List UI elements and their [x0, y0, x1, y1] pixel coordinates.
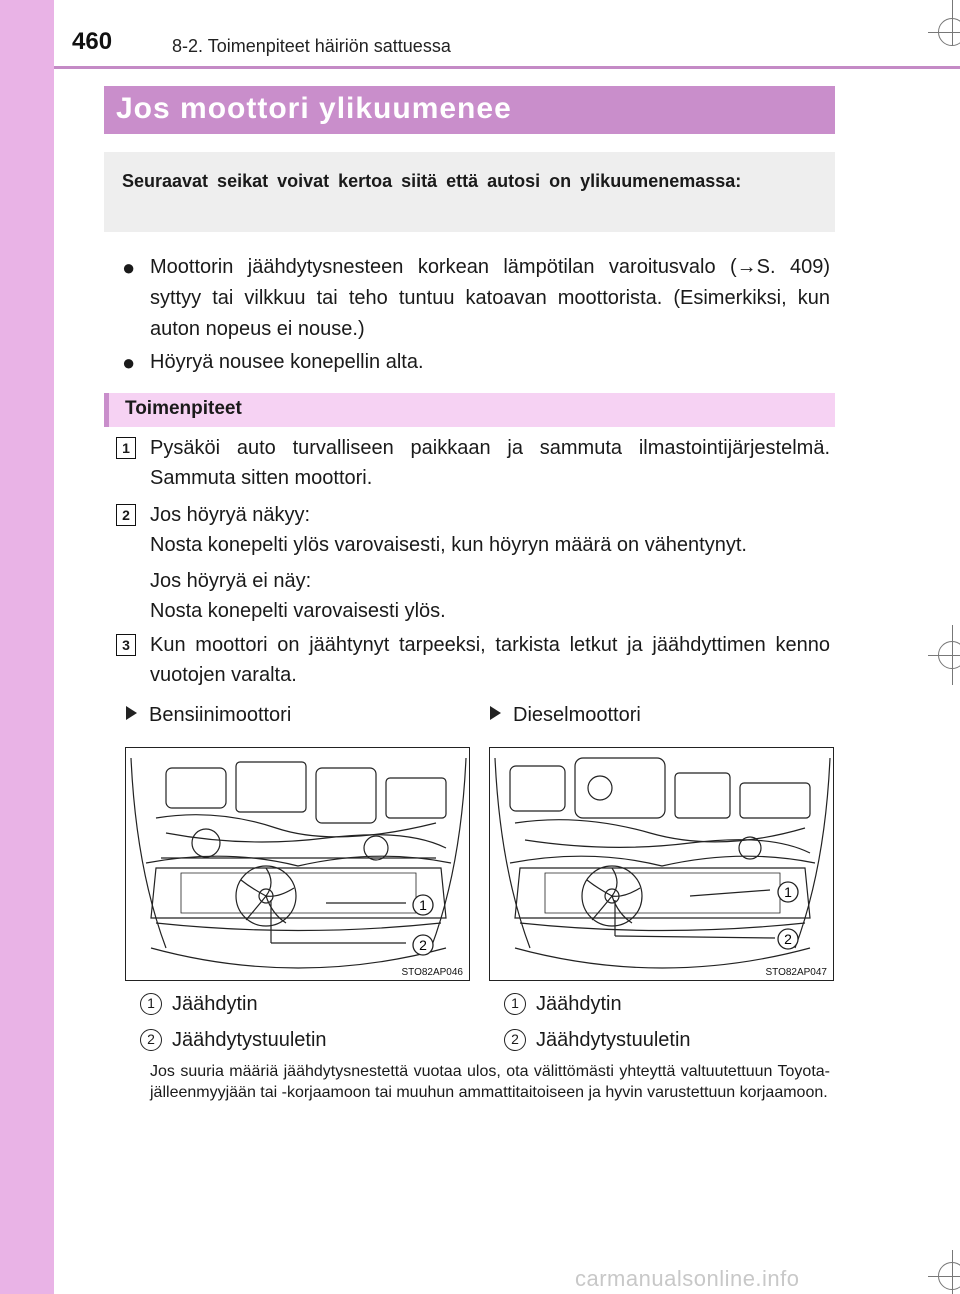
legend-text: Jäähdytin: [536, 993, 622, 1015]
step-number-badge: 2: [116, 504, 136, 526]
step-3: [116, 630, 830, 690]
legend-text: Jäähdytin: [172, 993, 258, 1015]
svg-text:2: 2: [784, 931, 792, 947]
legend-number: 2: [504, 1029, 526, 1051]
engine-bay-illustration: [490, 748, 834, 981]
legend-number: 1: [504, 993, 526, 1015]
legend-item: [504, 1029, 691, 1052]
step-text: Nosta konepelti varovaisesti ylös.: [150, 600, 446, 622]
step-text: Pysäköi auto turvalliseen paikkaan ja sammuta ilmastointijärjestelmä. Sammuta sitten moottori.: [150, 437, 830, 489]
figure-petrol-engine: [125, 747, 470, 981]
step-text: Kun moottori on jäähtynyt tarpeeksi, tarkista letkut ja jäähdyttimen kenno vuotojen varalta.: [150, 634, 830, 686]
legend-number: 2: [140, 1029, 162, 1051]
legend-number: 1: [140, 993, 162, 1015]
step-text: Nosta konepelti ylös varovaisesti, kun höyryn määrä on vähentynyt.: [150, 534, 747, 556]
subsection-title: Toimenpiteet: [125, 398, 242, 419]
svg-text:1: 1: [419, 897, 427, 913]
intro-text: Seuraavat seikat voivat kertoa siitä että autosi on ylikuumenemassa:: [122, 171, 742, 191]
step-text: Jos höyryä ei näy:: [150, 570, 312, 592]
step-text: Jos höyryä näkyy:: [150, 504, 311, 526]
figure-diesel-engine: [489, 747, 834, 981]
subsection-bar: [104, 393, 835, 427]
callout-2: [778, 929, 798, 949]
callout-2: [413, 935, 433, 955]
main-title-bar: [104, 86, 835, 134]
side-color-strip: [0, 0, 54, 1294]
step-number-badge: 1: [116, 437, 136, 459]
svg-text:1: 1: [784, 884, 792, 900]
figure-label-petrol: Bensiinimoottori: [126, 704, 291, 727]
page-number: 460: [72, 28, 113, 55]
list-item: [122, 347, 830, 378]
callout-1: [413, 895, 433, 915]
step-1: [116, 433, 830, 493]
step-2: [116, 500, 830, 626]
note-text: Jos suuria määriä jäähdytysnestettä vuotaa ulos, ota välittömästi yhteyttä valtuutettuun Toyota-jälleenmyyjään tai -korjaamoon tai muuhun ammattitaitoiseen ja hyvin varustettuun korjaamoon.: [150, 1063, 830, 1101]
step-number-badge: 3: [116, 634, 136, 656]
figure-code: STO82AP046: [401, 967, 463, 978]
triangle-bullet-icon: [126, 706, 137, 720]
callout-1: [778, 882, 798, 902]
bullet-icon: ●: [122, 350, 136, 375]
bullet-text: Moottorin jäähdytysnesteen korkean lämpötilan varoitusvalo (→S. 409) syttyy tai vilkkuu tai teho tuntuu katoavan moottorista. (Esimerkiksi, kun auton nopeus ei nouse.): [150, 256, 830, 340]
legend-item: [140, 993, 258, 1016]
figure-label-diesel: Dieselmoottori: [490, 704, 641, 727]
list-item: [122, 252, 830, 345]
main-title: Jos moottori ylikuumenee: [116, 92, 512, 125]
legend-item: [140, 1029, 327, 1052]
figure-code: STO82AP047: [765, 967, 827, 978]
bullet-text: Höyryä nousee konepellin alta.: [150, 351, 424, 373]
watermark-text: carmanualsonline.info: [575, 1266, 800, 1291]
legend-text: Jäähdytystuuletin: [172, 1029, 327, 1051]
section-header: 8-2. Toimenpiteet häiriön sattuessa: [172, 36, 451, 56]
header-rule: [54, 66, 960, 69]
symptom-list: [122, 252, 830, 380]
intro-box: [104, 152, 835, 232]
legend-item: [504, 993, 622, 1016]
bullet-icon: ●: [122, 255, 136, 280]
svg-text:2: 2: [419, 937, 427, 953]
engine-bay-illustration: [126, 748, 470, 981]
triangle-bullet-icon: [490, 706, 501, 720]
legend-text: Jäähdytystuuletin: [536, 1029, 691, 1051]
